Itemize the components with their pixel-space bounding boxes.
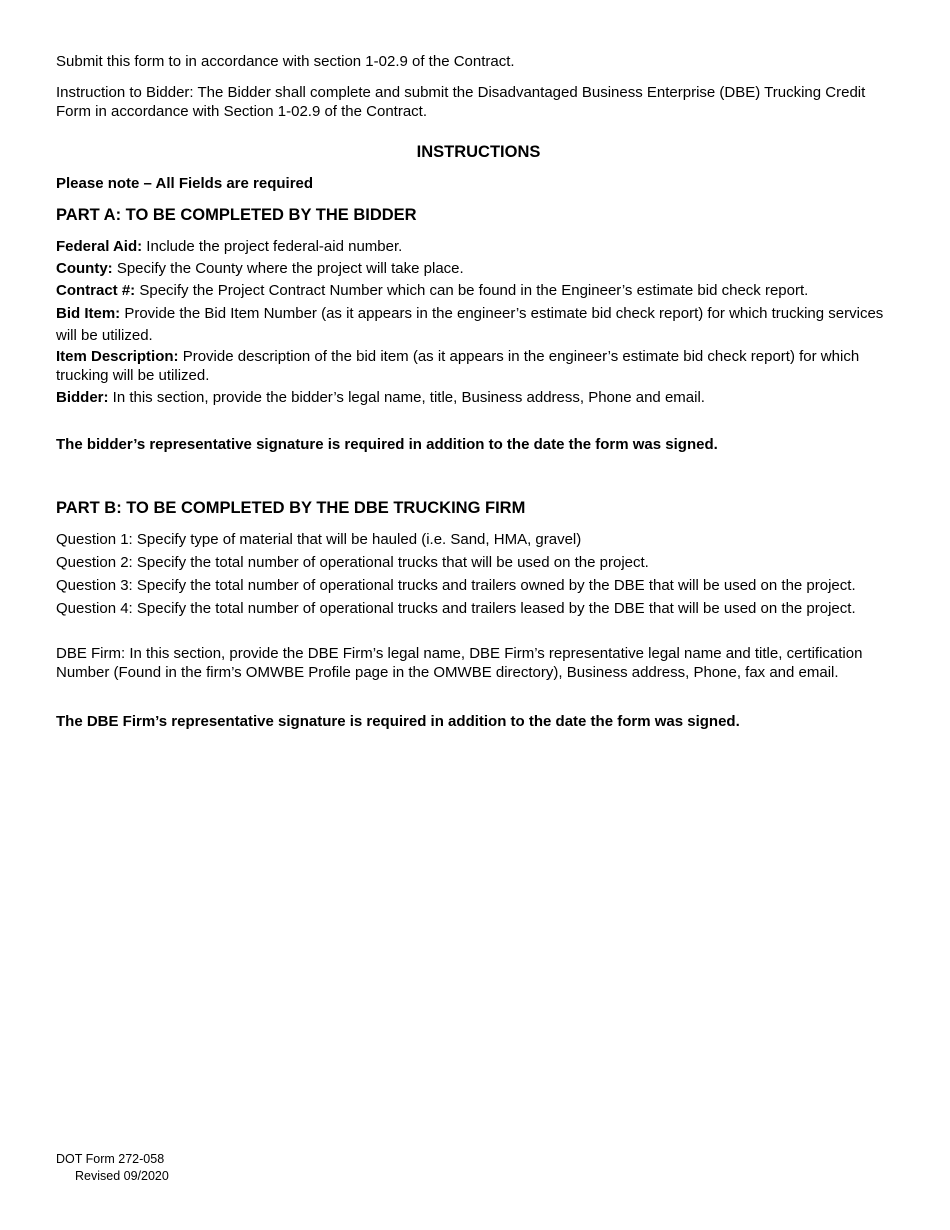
part-a-field-list [56, 237, 901, 407]
instructions-heading: INSTRUCTIONS [416, 143, 541, 161]
field-description: Provide description of the bid item (as it appears in the engineer’s estimate bid check report) for which trucking will be utilized. [56, 348, 860, 384]
field-description: Provide the Bid Item Number (as it appears in the engineer’s estimate bid check report) for which trucking services will be utilized. [56, 305, 884, 344]
question-2: Question 2: Specify the total number of operational trucks that will be used on the project. [56, 554, 649, 571]
question-3: Question 3: Specify the total number of operational trucks and trailers owned by the DBE that will be used on the project. [56, 577, 856, 594]
form-number: DOT Form 272-058 [56, 1152, 165, 1166]
submit-instruction: Submit this form to in accordance with section 1-02.9 of the Contract. [56, 53, 515, 70]
form-footer [56, 1151, 169, 1185]
field-description: Include the project federal-aid number. [142, 238, 403, 255]
field-item-description [56, 347, 901, 385]
bidder-signature-note: The bidder’s representative signature is required in addition to the date the form was signed. [56, 436, 718, 453]
field-contract-number [56, 281, 901, 300]
bidder-instruction: Instruction to Bidder: The Bidder shall complete and submit the Disadvantaged Business Enterprise (DBE) Trucking Credit Form in accordance with Section 1-02.9 of the Contract. [56, 84, 866, 120]
part-b-heading: PART B: TO BE COMPLETED BY THE DBE TRUCKING FIRM [56, 499, 526, 517]
field-description: Specify the County where the project will take place. [112, 260, 464, 277]
field-county [56, 259, 901, 278]
dbe-firm-instruction: DBE Firm: In this section, provide the DBE Firm’s legal name, DBE Firm’s representative legal name and title, certification Number (Found in the firm’s OMWBE Profile page in the OMWBE directory), Business address, Phone, fax and email. [56, 645, 863, 681]
field-bid-item [56, 303, 901, 347]
revision-date: Revised 09/2020 [75, 1169, 169, 1183]
form-instructions-page [56, 52, 901, 731]
field-bidder [56, 388, 901, 407]
field-label: Federal Aid: [56, 238, 143, 255]
field-description: In this section, provide the bidder’s legal name, title, Business address, Phone and email. [108, 389, 705, 406]
field-federal-aid [56, 237, 901, 256]
question-1: Question 1: Specify type of material that will be hauled (i.e. Sand, HMA, gravel) [56, 531, 582, 548]
field-label: Bid Item: [56, 305, 121, 322]
field-label: Contract #: [56, 282, 136, 299]
part-b-question-list [56, 530, 901, 618]
question-4: Question 4: Specify the total number of operational trucks and trailers leased by the DBE that will be used on the project. [56, 600, 856, 617]
field-description: Specify the Project Contract Number which can be found in the Engineer’s estimate bid check report. [135, 282, 809, 299]
field-label: Bidder: [56, 389, 109, 406]
dbe-signature-note: The DBE Firm’s representative signature is required in addition to the date the form was signed. [56, 713, 740, 730]
field-label: Item Description: [56, 348, 179, 365]
required-fields-note: Please note – All Fields are required [56, 175, 314, 192]
part-a-heading: PART A: TO BE COMPLETED BY THE BIDDER [56, 206, 417, 224]
field-label: County: [56, 260, 113, 277]
